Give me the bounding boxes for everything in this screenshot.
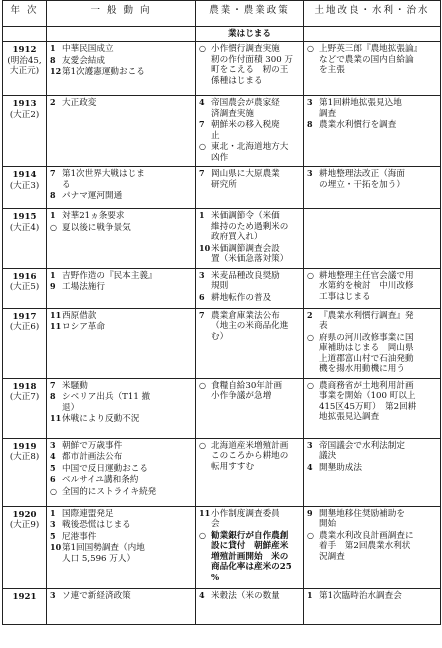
event-entry bbox=[307, 311, 437, 332]
event-month: 7 bbox=[199, 168, 205, 179]
event-text: 中国で反日運動おこる bbox=[62, 463, 148, 474]
event-entry bbox=[50, 211, 192, 221]
event-month: 2 bbox=[50, 97, 56, 108]
event-month: ○ bbox=[307, 43, 314, 54]
land-water-cell bbox=[304, 308, 441, 378]
event-entry bbox=[50, 67, 192, 77]
event-text: 帝国農会が農家経 済調査実施 bbox=[211, 98, 280, 119]
event-entry bbox=[50, 169, 192, 190]
event-entry bbox=[50, 441, 192, 451]
era-name: (大正8) bbox=[9, 452, 40, 463]
event-entry bbox=[50, 56, 192, 66]
event-text: 国際連盟発足 bbox=[62, 508, 114, 519]
continuation-text: 業はじまる bbox=[228, 29, 271, 39]
event-entry bbox=[307, 98, 437, 119]
year-cell bbox=[3, 209, 47, 268]
general-trends-cell bbox=[47, 167, 196, 209]
event-month: 9 bbox=[307, 507, 313, 518]
event-month: 5 bbox=[50, 530, 56, 541]
event-entry bbox=[50, 591, 192, 601]
general-trends-cell bbox=[47, 96, 196, 167]
land-water-cell bbox=[304, 588, 441, 624]
event-month: 3 bbox=[307, 97, 313, 108]
event-text: 『農業水利慣行調査』発 表 bbox=[319, 310, 414, 332]
event-entry bbox=[307, 44, 437, 75]
event-month: 2 bbox=[307, 309, 313, 320]
land-water-cell bbox=[304, 506, 441, 588]
agriculture-policy-cell bbox=[196, 308, 304, 378]
event-text: 休戦により反動不況 bbox=[62, 414, 140, 425]
table-row bbox=[3, 438, 441, 506]
event-text: 第1回耕地拡張見込地 調査 bbox=[319, 98, 402, 119]
event-entry bbox=[199, 311, 300, 342]
event-text: 小作慣行調査実施 籾の作付面積 300 万 町をこえる 籾の王 係種はじまる bbox=[211, 44, 294, 86]
event-text: 第1回国勢調査（内地 人口 5,596 万人） bbox=[62, 543, 145, 564]
event-month: ○ bbox=[199, 141, 206, 152]
event-month: ○ bbox=[199, 379, 206, 390]
event-month: 10 bbox=[199, 242, 211, 253]
event-text: 全国的にストライキ続発 bbox=[62, 486, 157, 497]
event-month: 11 bbox=[50, 309, 62, 320]
era-name: (大正9) bbox=[9, 520, 40, 531]
event-entry bbox=[50, 311, 192, 321]
table-row bbox=[3, 506, 441, 588]
era-name: (大正4) bbox=[9, 222, 40, 233]
event-text: ソ連で新経済政策 bbox=[62, 590, 131, 601]
event-month: 11 bbox=[199, 507, 211, 518]
agriculture-policy-cell bbox=[196, 378, 304, 438]
event-entry bbox=[50, 452, 192, 462]
event-month: 11 bbox=[50, 413, 62, 424]
year-number: 1921 bbox=[12, 591, 37, 602]
event-text: 中華民国成立 bbox=[62, 44, 114, 55]
event-month: 4 bbox=[50, 451, 56, 462]
event-entry bbox=[50, 322, 192, 332]
event-entry bbox=[307, 509, 437, 530]
year-cell bbox=[3, 308, 47, 378]
event-text: 府県の河川改修事業に国 庫補助はじまる 岡山県 上道郡富山村で石油発動 機を揚水用動機に用う bbox=[319, 332, 414, 375]
agriculture-policy-cell bbox=[196, 42, 304, 96]
year-cell bbox=[3, 96, 47, 167]
general-trends-cell bbox=[47, 588, 196, 624]
year-number: 1918 bbox=[12, 381, 37, 392]
event-month: 12 bbox=[50, 66, 62, 77]
event-month: 3 bbox=[307, 439, 313, 450]
event-text: 米価調節令（米価 維持のため過剰米の 政府買入れ） bbox=[211, 211, 289, 243]
event-text: 米穀法（米の数量 bbox=[211, 590, 280, 601]
era-name: (大正6) bbox=[9, 322, 40, 333]
era-name: (大正7) bbox=[9, 392, 40, 403]
year-cell bbox=[3, 42, 47, 96]
event-month: 7 bbox=[199, 309, 205, 320]
event-month: 3 bbox=[199, 269, 205, 280]
event-entry bbox=[199, 293, 300, 303]
era-name: (明治45, 大正元) bbox=[7, 55, 42, 77]
event-text: 食糧自給30年計画 小作争議が急増 bbox=[211, 380, 283, 402]
event-text: シベリア出兵（T11 撤 退） bbox=[62, 392, 151, 413]
land-water-cell bbox=[304, 167, 441, 209]
general-trends-cell bbox=[47, 378, 196, 438]
event-entry bbox=[50, 271, 192, 281]
event-text: 西原借款 bbox=[62, 310, 97, 321]
event-text: 米麦品種改良奨励 規則 bbox=[211, 270, 280, 292]
event-text: 勧業銀行が自作農創 設に貸付 朝鮮産米 増殖計画開始 米の 商品化率は産米の25 % bbox=[211, 530, 292, 583]
event-month: 1 bbox=[50, 269, 56, 280]
event-entry bbox=[307, 120, 437, 130]
event-entry bbox=[307, 271, 437, 302]
event-text: 東北・北海道地方大 凶作 bbox=[211, 142, 289, 163]
event-entry bbox=[50, 487, 192, 497]
event-month: 4 bbox=[307, 461, 313, 472]
event-month: 6 bbox=[50, 474, 56, 485]
event-text: 第1次護憲運動おこる bbox=[62, 67, 145, 78]
general-trends-cell bbox=[47, 308, 196, 378]
event-text: 農商務省が土地利用計画 事業を開始（100 町以上 415区45万町） 第2回耕 地拡張見込調査 bbox=[319, 380, 417, 423]
event-entry bbox=[199, 120, 300, 141]
table-row bbox=[3, 268, 441, 308]
event-text: 吉野作造の『民本主義』 bbox=[62, 270, 157, 281]
event-month: ○ bbox=[50, 485, 57, 496]
general-trends-cell bbox=[47, 42, 196, 96]
event-month: 1 bbox=[199, 210, 205, 221]
col-agri-header: 農業・農業政策 bbox=[196, 1, 304, 27]
year-cell bbox=[3, 588, 47, 624]
event-entry bbox=[307, 531, 437, 562]
year-number: 1919 bbox=[12, 441, 37, 452]
year-cell bbox=[3, 378, 47, 438]
year-number: 1912 bbox=[12, 45, 37, 56]
table-row bbox=[3, 42, 441, 96]
year-cell bbox=[3, 167, 47, 209]
year-number: 1917 bbox=[12, 311, 37, 322]
event-entry bbox=[199, 531, 300, 583]
event-text: 朝鮮で万歳事件 bbox=[62, 440, 123, 451]
event-entry bbox=[199, 441, 300, 472]
event-month: 1 bbox=[50, 507, 56, 518]
year-number: 1914 bbox=[12, 170, 37, 181]
event-text: 小作制度調査委員 会 bbox=[211, 508, 280, 530]
agriculture-policy-cell bbox=[196, 268, 304, 308]
table-row bbox=[3, 209, 441, 268]
event-entry bbox=[307, 591, 437, 601]
event-entry bbox=[199, 244, 300, 265]
table-row bbox=[3, 308, 441, 378]
event-text: 米騒動 bbox=[62, 380, 88, 391]
event-month: ○ bbox=[199, 43, 206, 54]
event-month: 8 bbox=[50, 54, 56, 65]
event-entry bbox=[50, 98, 192, 108]
event-month: ○ bbox=[50, 221, 57, 232]
col-general-header: 一 般 動 向 bbox=[47, 1, 196, 27]
header-row bbox=[3, 1, 441, 27]
event-entry bbox=[50, 392, 192, 413]
land-water-cell bbox=[304, 438, 441, 506]
year-number: 1920 bbox=[12, 509, 37, 520]
event-entry bbox=[307, 333, 437, 375]
event-month: 7 bbox=[50, 168, 56, 179]
event-month: 7 bbox=[199, 119, 205, 130]
event-entry bbox=[307, 381, 437, 423]
col-land-header: 土地改良・水利・治水 bbox=[304, 1, 441, 27]
year-cell bbox=[3, 268, 47, 308]
event-month: 11 bbox=[50, 321, 62, 332]
event-entry bbox=[307, 441, 437, 462]
event-month: ○ bbox=[307, 529, 314, 540]
agriculture-policy-cell bbox=[196, 209, 304, 268]
event-text: 耕地整理法改正（海面 の埋立・干拓を加う） bbox=[319, 169, 405, 190]
event-entry bbox=[50, 532, 192, 542]
event-text: 耕地転作の普及 bbox=[211, 292, 272, 303]
event-text: 岡山県に大原農業 研究所 bbox=[211, 169, 280, 190]
event-entry bbox=[307, 169, 437, 190]
event-entry bbox=[199, 142, 300, 163]
event-month: 5 bbox=[50, 462, 56, 473]
event-text: 農業倉庫業法公布 （地主の米商品化進 む） bbox=[211, 310, 289, 342]
agriculture-policy-cell bbox=[196, 506, 304, 588]
event-entry bbox=[50, 414, 192, 424]
land-water-cell bbox=[304, 378, 441, 438]
year-cell bbox=[3, 506, 47, 588]
year-number: 1913 bbox=[12, 99, 37, 110]
era-name: (大正3) bbox=[9, 180, 40, 191]
event-month: 3 bbox=[50, 589, 56, 600]
event-month: 1 bbox=[50, 210, 56, 221]
continuation-row bbox=[3, 27, 441, 42]
event-text: ロシア革命 bbox=[62, 322, 105, 333]
event-text: 帝国議会で水利法制定 議決 bbox=[319, 440, 405, 462]
event-text: 友愛会結成 bbox=[62, 55, 105, 66]
general-trends-cell bbox=[47, 209, 196, 268]
event-month: 1 bbox=[50, 43, 56, 54]
event-text: 都市計画法公布 bbox=[62, 452, 123, 463]
event-text: 第1次世界大戦はじま る bbox=[62, 169, 145, 190]
table-row bbox=[3, 378, 441, 438]
event-entry bbox=[199, 211, 300, 242]
land-water-cell bbox=[304, 268, 441, 308]
event-text: 開墾助成法 bbox=[319, 462, 362, 473]
event-month: 8 bbox=[50, 190, 56, 201]
land-water-cell bbox=[304, 42, 441, 96]
agriculture-policy-cell bbox=[196, 167, 304, 209]
event-text: 工場法施行 bbox=[62, 282, 105, 293]
event-month: 8 bbox=[307, 119, 313, 130]
event-month: ○ bbox=[199, 439, 206, 450]
era-name: (大正5) bbox=[9, 282, 40, 293]
event-month: 4 bbox=[199, 589, 205, 600]
event-month: 9 bbox=[50, 281, 56, 292]
event-month: 1 bbox=[307, 589, 313, 600]
year-number: 1915 bbox=[12, 212, 37, 223]
event-entry bbox=[50, 44, 192, 54]
event-entry bbox=[199, 271, 300, 292]
agriculture-policy-cell bbox=[196, 588, 304, 624]
event-month: 10 bbox=[50, 542, 62, 553]
event-text: 農業水利慣行を調査 bbox=[319, 120, 397, 131]
event-text: ベルサイユ講和条約 bbox=[62, 475, 139, 486]
event-month: 4 bbox=[199, 97, 205, 108]
general-trends-cell bbox=[47, 438, 196, 506]
event-entry bbox=[199, 591, 300, 601]
event-entry bbox=[50, 475, 192, 485]
event-text: 開墾地移住奨励補助を 開始 bbox=[319, 508, 405, 530]
event-entry bbox=[199, 44, 300, 86]
col-year-header: 年 次 bbox=[3, 1, 47, 27]
event-entry bbox=[199, 509, 300, 530]
event-entry bbox=[50, 282, 192, 292]
general-trends-cell bbox=[47, 268, 196, 308]
event-entry bbox=[50, 543, 192, 564]
event-entry bbox=[199, 98, 300, 119]
era-name: (大正2) bbox=[9, 109, 40, 120]
event-month: ○ bbox=[307, 331, 314, 342]
land-water-cell bbox=[304, 209, 441, 268]
agriculture-policy-cell bbox=[196, 438, 304, 506]
event-text: 北海道産米増殖計画 このころから耕地の 転用すすむ bbox=[211, 440, 289, 472]
year-cell bbox=[3, 438, 47, 506]
event-text: 米価調節調査会設 置（米価急落対策） bbox=[211, 243, 289, 265]
event-text: 対華21ヵ条要求 bbox=[62, 211, 125, 222]
event-text: 耕地整理主任官会議で用 水第約を検討 中川改修 工事はじまる bbox=[319, 270, 414, 302]
event-text: 上野英三郎『農地拡張論』 などで農業の国内自給論 を主張 bbox=[319, 44, 423, 76]
event-entry bbox=[307, 463, 437, 473]
event-entry bbox=[50, 464, 192, 474]
event-entry bbox=[50, 191, 192, 201]
event-text: 朝鮮米の移入税廃 止 bbox=[211, 120, 280, 141]
event-entry bbox=[50, 520, 192, 530]
event-month: 6 bbox=[199, 291, 205, 302]
event-entry bbox=[199, 169, 300, 190]
event-month: 7 bbox=[50, 379, 56, 390]
event-month: ○ bbox=[307, 379, 314, 390]
event-month: ○ bbox=[199, 529, 206, 540]
table-row bbox=[3, 96, 441, 167]
event-entry bbox=[50, 509, 192, 519]
event-text: 大正政変 bbox=[62, 98, 97, 109]
event-month: 8 bbox=[50, 391, 56, 402]
event-text: 第1次臨時治水調査会 bbox=[319, 590, 402, 601]
event-text: 農業水利改良計画調査に 着手 第2回農業水利状 況調査 bbox=[319, 530, 414, 562]
event-text: 尼港事件 bbox=[62, 531, 97, 542]
land-water-cell bbox=[304, 96, 441, 167]
general-trends-cell bbox=[47, 506, 196, 588]
event-text: 戦後恐慌はじまる bbox=[62, 520, 131, 531]
event-text: パナマ運河開通 bbox=[62, 191, 123, 202]
table-row bbox=[3, 588, 441, 624]
event-month: 3 bbox=[50, 519, 56, 530]
event-month: 3 bbox=[307, 168, 313, 179]
event-entry bbox=[50, 381, 192, 391]
year-number: 1916 bbox=[12, 271, 37, 282]
chronology-table bbox=[2, 0, 441, 625]
agriculture-policy-cell bbox=[196, 96, 304, 167]
event-entry bbox=[199, 381, 300, 402]
event-month: ○ bbox=[307, 269, 314, 280]
event-month: 3 bbox=[50, 439, 56, 450]
table-row bbox=[3, 167, 441, 209]
event-entry bbox=[50, 223, 192, 233]
event-text: 夏以後に戦争景気 bbox=[62, 222, 131, 233]
